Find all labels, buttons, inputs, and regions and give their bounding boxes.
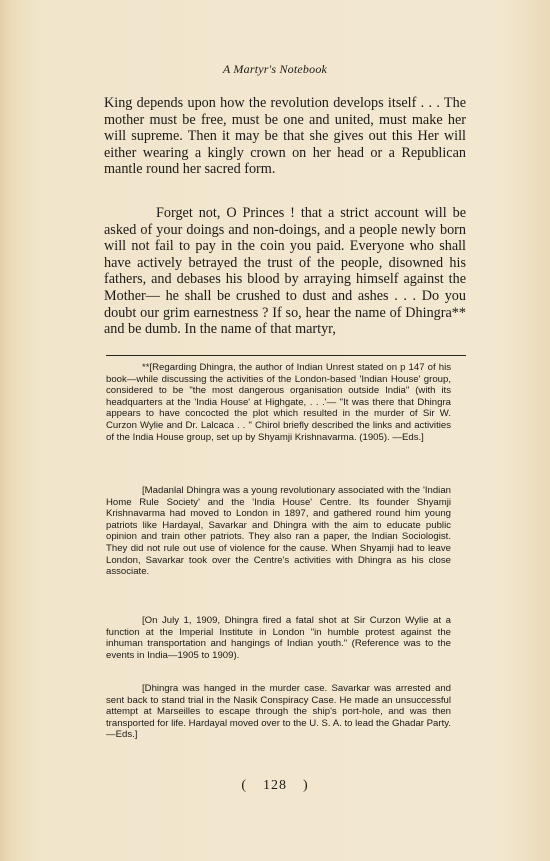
footnote-2: [Madanlal Dhingra was a young revolutionary associated with the 'Indian Home Rule Society' and the 'India House' Centre. Its founder Shyamji Krishnavarma had moved to London in 1897, and gathered round him young patriots like Hardayal, Savarkar and Dhingra with the aim to educate public opinion and train other patriots. They also ran a paper, the Indian Sociologist. They did not rule out use of violence for the cause. When Shyamji had to leave London, Savarkar took over the Centre's activities with Dhingra as his close associate. — [106, 485, 451, 578]
footnote-3: [On July 1, 1909, Dhingra fired a fatal shot at Sir Curzon Wylie at a function at the Imperial Institute in London "in humble protest against the inhuman transportation and hangings of Indian youth." (Reference was to the events in India—1905 to 1909). — [106, 615, 451, 661]
page-number-value: 128 — [263, 778, 287, 793]
body-paragraph-2: Forget not, O Princes ! that a strict account will be asked of your doings and non-doings, and a people newly born will not fail to pay in the coin you paid. Everyone who shall have actively betrayed the trust of the people, disowned his fathers, and debases his blood by arraying himself against the Mother— he shall be crushed to dust and ashes . . . Do you doubt our grim earnestness ? If so, hear the name of Dhingra** and be dumb. In the name of that martyr, — [104, 205, 466, 338]
footnote-rule — [106, 355, 466, 356]
page-number-open-paren: ( — [241, 778, 247, 793]
footnote-4: [Dhingra was hanged in the murder case. Savarkar was arrested and sent back to stand trial in the Nasik Conspiracy Case. He made an unsuccessful attempt at Marseilles to escape through the ship's port-hole, and was then transported for life. Hardayal moved over to the U. S. A. to lead the Ghadar Party. —Eds.] — [106, 683, 451, 741]
page-number — [0, 778, 550, 794]
footnote-1: **[Regarding Dhingra, the author of Indian Unrest stated on p 147 of his book—while discussing the activities of the London-based 'Indian House' group, considered to be "the most dangerous organisation outside India" (with its headquarters at the 'India House' at Highgate, . . .'— "It was there that Dhingra appears to have concocted the plot which resulted in the murder of Sir W. Curzon Wylie and Dr. Lalcaca . . " Chirol briefly described the links and activities of the India House group, set up by Shyamji Krishnavarma. (1905). —Eds.] — [106, 362, 451, 443]
running-head: A Martyr's Notebook — [222, 62, 328, 76]
page-number-close-paren: ) — [303, 778, 309, 793]
body-paragraph-1: King depends upon how the revolution develops itself . . . The mother must be free, must be one and united, must make her will supreme. Then it may be that she gives out this Her will either wearing a kingly crown on her head or a Republican mantle round her sacred form. — [104, 95, 466, 178]
